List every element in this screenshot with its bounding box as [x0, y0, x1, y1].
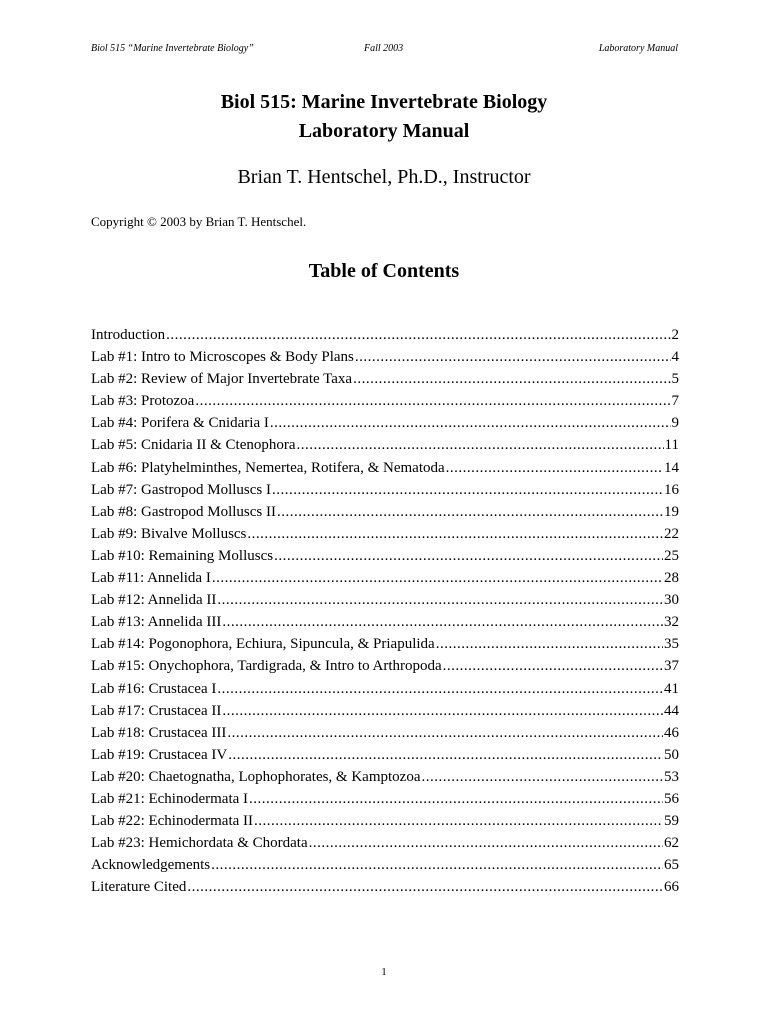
toc-entry-label: Lab #12: Annelida II	[91, 592, 217, 609]
toc-entry[interactable]	[91, 568, 679, 590]
toc-entry-page: 11	[664, 437, 679, 454]
toc-entry-page: 14	[664, 459, 679, 476]
toc-entry[interactable]	[91, 811, 679, 833]
toc-leader-dots	[436, 634, 663, 654]
toc-leader-dots	[272, 480, 663, 500]
document-subtitle: Laboratory Manual	[298, 120, 470, 142]
toc-entry[interactable]	[91, 656, 679, 678]
toc-entry[interactable]	[91, 855, 679, 877]
toc-leader-dots	[443, 656, 663, 676]
toc-entry-label: Lab #23: Hemichordata & Chordata	[91, 835, 308, 852]
toc-entry-label: Lab #10: Remaining Molluscs	[91, 547, 274, 564]
toc-entry[interactable]	[91, 546, 679, 568]
toc-entry-page: 19	[664, 503, 679, 520]
toc-entry-label: Lab #18: Crustacea III	[91, 724, 227, 741]
toc-entry[interactable]	[91, 325, 679, 347]
toc-entry-label: Lab #13: Annelida III	[91, 614, 222, 631]
instructor-line: Brian T. Hentschel, Ph.D., Instructor	[237, 166, 531, 188]
running-header	[91, 43, 678, 57]
toc-entry-label: Lab #15: Onychophora, Tardigrada, & Intro to Arthropoda	[91, 658, 442, 675]
toc-leader-dots	[355, 347, 671, 367]
toc-entry-page: 35	[664, 636, 679, 653]
toc-entry-label: Lab #22: Echinodermata II	[91, 813, 254, 830]
toc-entry-page: 16	[664, 481, 679, 498]
toc-entry-label: Lab #4: Porifera & Cnidaria I	[91, 415, 269, 432]
toc-leader-dots	[187, 877, 663, 897]
toc-leader-dots	[353, 369, 670, 389]
toc-entry-page: 9	[671, 415, 679, 432]
toc-entry-label: Introduction	[91, 327, 166, 343]
toc-entry-page: 41	[664, 680, 679, 697]
toc-entry[interactable]	[91, 767, 679, 789]
toc-entry-label: Lab #8: Gastropod Molluscs II	[91, 503, 276, 520]
copyright-notice: Copyright © 2003 by Brian T. Hentschel.	[91, 214, 307, 229]
toc-entry-page: 7	[671, 393, 679, 410]
toc-entry-page: 37	[664, 658, 679, 675]
toc-leader-dots	[228, 745, 663, 765]
toc-entry-page: 25	[664, 547, 679, 564]
toc-entry-page: 22	[664, 525, 679, 542]
toc-leader-dots	[254, 811, 663, 831]
toc-entry-page: 65	[664, 857, 679, 874]
toc-entry-label: Lab #11: Annelida I	[91, 570, 211, 587]
toc-entry-label: Acknowledgements	[91, 857, 211, 874]
toc-entry-label: Lab #17: Crustacea II	[91, 702, 222, 719]
toc-entry[interactable]	[91, 413, 679, 435]
toc-leader-dots	[222, 612, 663, 632]
toc-entry[interactable]	[91, 679, 679, 701]
toc-leader-dots	[309, 833, 663, 853]
document-title: Biol 515: Marine Invertebrate Biology	[220, 91, 548, 113]
toc-entry[interactable]	[91, 612, 679, 634]
toc-entry[interactable]	[91, 877, 679, 899]
toc-entry-label: Lab #16: Crustacea I	[91, 680, 217, 697]
toc-leader-dots	[249, 789, 663, 809]
toc-entry-page: 56	[664, 790, 679, 807]
toc-leader-dots	[195, 391, 670, 411]
toc-entry-page: 50	[664, 746, 679, 763]
toc-entry-label: Lab #9: Bivalve Molluscs	[91, 525, 247, 542]
toc-leader-dots	[247, 524, 663, 544]
toc-entry-label: Lab #5: Cnidaria II & Ctenophora	[91, 437, 296, 454]
toc-heading: Table of Contents	[308, 260, 460, 282]
toc-entry-label: Lab #19: Crustacea IV	[91, 746, 228, 763]
toc-entry[interactable]	[91, 723, 679, 745]
toc-entry-label: Lab #2: Review of Major Invertebrate Taxa	[91, 371, 353, 388]
toc-entry[interactable]	[91, 701, 679, 723]
toc-leader-dots	[446, 458, 663, 478]
toc-entry-page: 2	[671, 327, 679, 343]
toc-leader-dots	[270, 413, 671, 433]
toc-entry[interactable]	[91, 745, 679, 767]
toc-entry[interactable]	[91, 458, 679, 480]
toc-entry-label: Lab #3: Protozoa	[91, 393, 195, 410]
toc-entry[interactable]	[91, 833, 679, 855]
toc-entry-label: Literature Cited	[91, 879, 187, 896]
toc-entry-page: 32	[664, 614, 679, 631]
toc-entry-label: Lab #7: Gastropod Molluscs I	[91, 481, 271, 498]
toc-entry-page: 30	[664, 592, 679, 609]
toc-entry-page: 5	[671, 371, 679, 388]
header-doc-type: Laboratory Manual	[598, 43, 678, 54]
toc-entry-page: 46	[664, 724, 679, 741]
toc-entry-label: Lab #20: Chaetognatha, Lophophorates, & Kamptozoa	[91, 768, 421, 785]
toc-entry-page: 4	[671, 349, 679, 366]
table-of-contents	[91, 325, 679, 899]
toc-entry[interactable]	[91, 590, 679, 612]
toc-leader-dots	[217, 679, 663, 699]
toc-leader-dots	[166, 325, 670, 345]
toc-entry[interactable]	[91, 369, 679, 391]
toc-leader-dots	[217, 590, 663, 610]
toc-entry[interactable]	[91, 435, 679, 457]
header-course: Biol 515 “Marine Invertebrate Biology”	[91, 43, 254, 54]
page-number: 1	[381, 966, 387, 978]
toc-entry-page: 59	[664, 813, 679, 830]
toc-leader-dots	[212, 568, 663, 588]
toc-leader-dots	[274, 546, 663, 566]
toc-entry[interactable]	[91, 789, 679, 811]
toc-leader-dots	[277, 502, 663, 522]
toc-entry-label: Lab #6: Platyhelminthes, Nemertea, Rotifera, & Nematoda	[91, 459, 445, 476]
toc-entry[interactable]	[91, 480, 679, 502]
toc-leader-dots	[222, 701, 663, 721]
toc-entry-label: Lab #21: Echinodermata I	[91, 790, 249, 807]
toc-entry[interactable]	[91, 634, 679, 656]
toc-leader-dots	[227, 723, 663, 743]
toc-entry-page: 53	[664, 768, 679, 785]
toc-entry-page: 28	[664, 570, 679, 587]
toc-entry-label: Lab #14: Pogonophora, Echiura, Sipuncula, & Priapulida	[91, 636, 435, 653]
toc-entry[interactable]	[91, 347, 679, 369]
toc-entry-page: 62	[664, 835, 679, 852]
toc-entry[interactable]	[91, 524, 679, 546]
toc-leader-dots	[297, 435, 664, 455]
toc-entry[interactable]	[91, 502, 679, 524]
toc-entry-label: Lab #1: Intro to Microscopes & Body Plans	[91, 349, 354, 366]
toc-entry[interactable]	[91, 391, 679, 413]
toc-entry-page: 44	[664, 702, 679, 719]
toc-leader-dots	[211, 855, 663, 875]
header-term: Fall 2003	[364, 43, 404, 54]
toc-entry-page: 66	[664, 879, 679, 896]
toc-leader-dots	[422, 767, 664, 787]
